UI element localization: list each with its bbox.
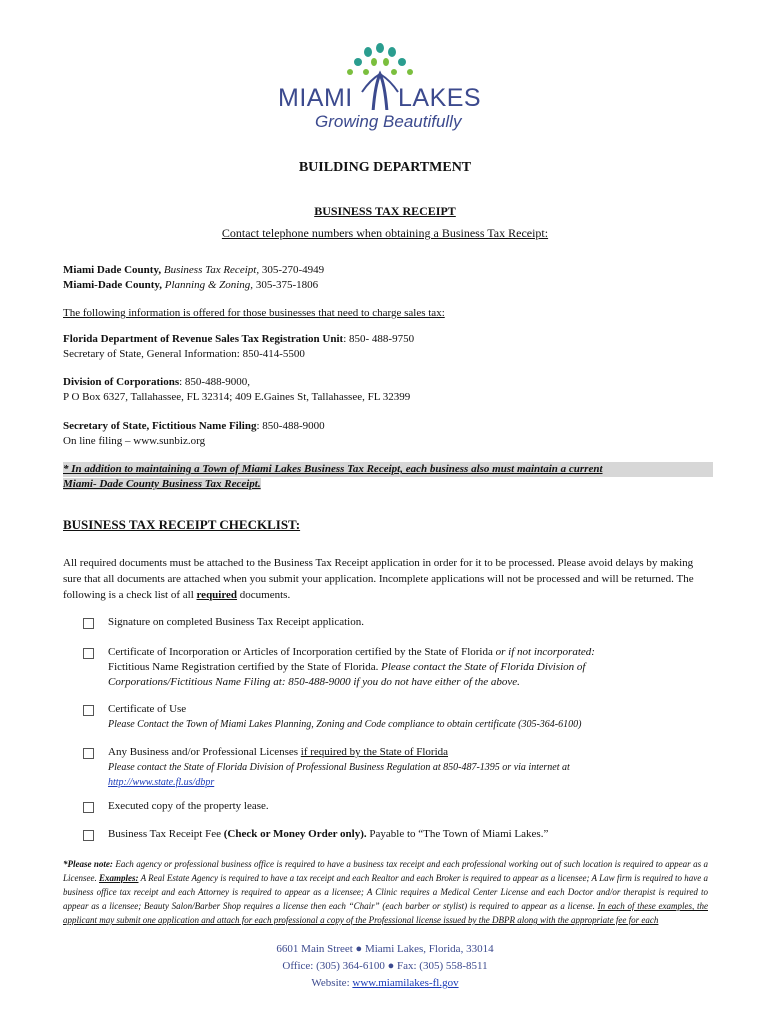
checkbox-licenses[interactable] [83,748,94,759]
checkbox-lease[interactable] [83,802,94,813]
logo-tagline: Growing Beautifully [315,112,462,131]
fdor-contact: Florida Department of Revenue Sales Tax Registration Unit: 850- 488-9750 Secretary of State, General Information: 850-414-5500 [63,333,415,360]
website-link[interactable]: www.miamilakes-fl.gov [352,977,459,989]
corporations-contact: Division of Corporations: 850-488-9000, P O Box 6327, Tallahassee, FL 32314; 409 E.Gaines St, Tallahassee, FL 32399 [63,376,411,403]
county-contact-row: Miami Dade County, Business Tax Receipt, 305-270-4949 [63,264,325,276]
checklist-item-fee: Business Tax Receipt Fee (Check or Money Order only). Payable to “The Town of Miami Lakes.” [108,828,549,840]
footer-phone: Office: (305) 364-6100 ● Fax: (305) 558-8511 [282,960,488,972]
logo-word-lakes: LAKES [398,84,482,112]
checklist-item-licenses: Any Business and/or Professional Licenses if required by the State of Florida Please contact the State of Florida Division of Professional Business Regulation at 850-487-1395 or via internet at http://www.state.fl.us/dbpr [108,746,570,788]
checklist-title: BUSINESS TAX RECEIPT CHECKLIST: [63,517,301,532]
sales-tax-intro: The following information is offered for those businesses that need to charge sales tax: [63,307,445,319]
checkbox-incorporation[interactable] [83,648,94,659]
checklist-intro: All required documents must be attached to the Business Tax Receipt application in order for it to be processed. Please avoid delays by making sure that all documents are attached when you submit your application. Incomplete applications will not be processed and will be returned. The following is a check list of all required documents. [63,557,694,601]
logo-word-miami: MIAMI [278,84,353,112]
contact-heading: Contact telephone numbers when obtaining a Business Tax Receipt: [221,226,549,240]
county-contacts [63,263,713,293]
checklist-item-lease: Executed copy of the property lease. [108,800,269,812]
document-title: BUSINESS TAX RECEIPT [314,204,456,218]
footer-address: 6601 Main Street ● Miami Lakes, Florida, 33014 [276,943,494,955]
checklist-item-incorporation: Certificate of Incorporation or Articles of Incorporation certified by the State of Florida or if not incorporated: Fictitious Name Registration certified by the State of Florida. Please contact the State of Florida Division of Corporations/Fictitious Name Filing at: 850-488-9000 if you do not have either of the above. [108,646,595,688]
dbpr-link[interactable]: http://www.state.fl.us/dbpr [108,777,215,788]
county-contact-row: Miami-Dade County, Planning & Zoning, 305-375-1806 [63,279,319,291]
checklist-item-certificate-of-use: Certificate of Use Please Contact the Town of Miami Lakes Planning, Zoning and Code compliance to obtain certificate (305-364-6100) [108,703,582,730]
department-heading: BUILDING DEPARTMENT [298,160,472,175]
checkbox-fee[interactable] [83,830,94,841]
checkbox-certificate-of-use[interactable] [83,705,94,716]
professional-license-note: *Please note: Each agency or professional business office is required to have a business tax receipt and each professional working out of such location is required to appear as a Licensee. Examples: A Real Estate Agency is required to have a tax receipt and each Realtor and each Broker is required to appear as a licensee; A Law firm is required to have a business office tax receipt and each Attorney is required to appear as a licensee; A Clinic requires a Medical Center License and each Doctor and/or therapist is required to appear as a licensee; Beauty Salon/Barber Shop requires a license then each “Chair” (each barber or stylist) is required to appear as a license. In each of these examples, the applicant may submit one application and attach for each professional a copy of the Professional license issued by the DBPR along with the appropriate fee for each [63,859,708,925]
fictitious-name-contact: Secretary of State, Fictitious Name Filing: 850-488-9000 On line filing – www.sunbiz.org [63,420,325,447]
footer-website: Website: www.miamilakes-fl.gov [311,977,459,989]
footer [0,941,770,992]
checklist-item-signature: Signature on completed Business Tax Receipt application. [108,616,364,628]
checkbox-signature[interactable] [83,618,94,629]
county-receipt-notice: * In addition to maintaining a Town of Miami Lakes Business Tax Receipt, each business also must maintain a current Miami- Dade County Business Tax Receipt. [63,462,713,492]
